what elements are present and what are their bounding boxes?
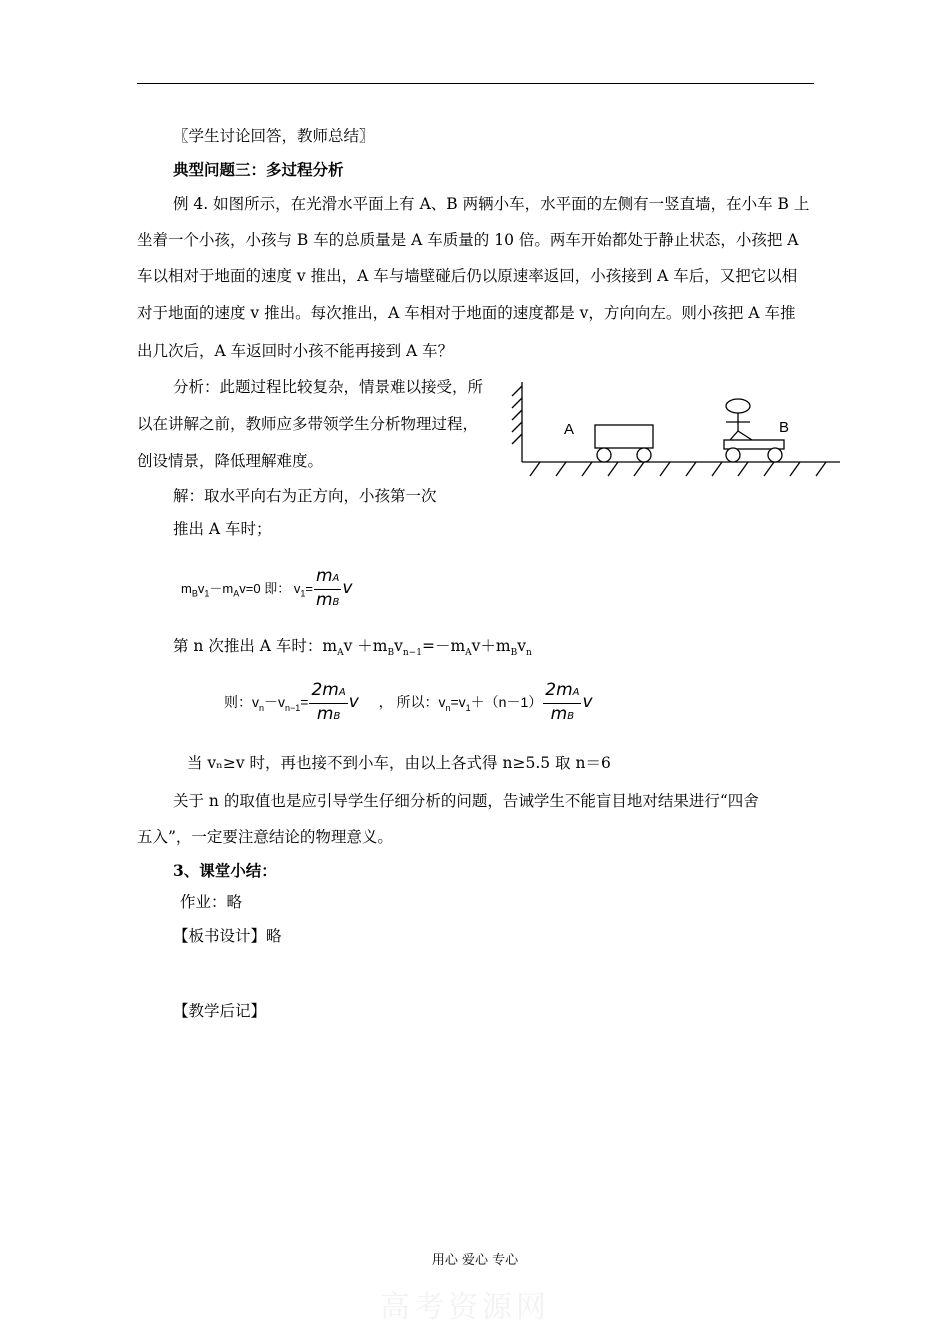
cart-a	[595, 425, 653, 462]
eq3-num-2: 2mA	[543, 680, 581, 704]
eq3-den-2: mB	[550, 704, 575, 724]
watermark: 高考资源网	[380, 1290, 550, 1325]
discussion-note: 〖学生讨论回答，教师总结〗	[173, 127, 375, 145]
eq3-v-1: v	[348, 692, 359, 713]
homework-line: 作业：略	[180, 893, 243, 911]
analysis-line-3: 创设情景，降低理解难度。	[137, 452, 324, 470]
equation-2: 第 n 次推出 A 车时：$m_Av +m_Bv_{n-1}=-m_Av+m_Bv_n$	[173, 637, 532, 659]
example-line-4: 对于地面的速度 v 推出。每次推出，A 车相对于地面的速度都是 v，方向向左。则小孩把 A 车推	[137, 304, 796, 322]
example-line-3: 车以相对于地面的速度 v 推出，A 车与墙壁碰后仍以原速率返回，小孩接到 A 车后，又把它以相	[137, 267, 798, 285]
eq1-den: mB	[315, 590, 340, 610]
summary-heading: 3、课堂小结：	[173, 861, 277, 880]
example-line-2: 坐着一个小孩，小孩与 B 车的总质量是 A 车质量的 10 倍。两车开始都处于静止状态，小孩把 A	[137, 231, 799, 249]
eq3-v-2: v	[582, 692, 593, 713]
cart-diagram	[500, 380, 842, 482]
eq1-v1: $v_1=$	[293, 580, 313, 599]
section-heading: 典型问题三：多过程分析	[173, 160, 344, 179]
label-a: A	[564, 421, 575, 438]
equation-3	[224, 680, 593, 727]
result-line: 当 vₙ≥v 时，再也接不到小车，由以上各式得 n≥5.5 取 n＝6	[187, 754, 611, 772]
eq1-mid: 即：	[264, 581, 291, 597]
analysis-line-1: 分析：此题过程比较复杂，情景难以接受，所	[173, 378, 484, 396]
eq1-lhs: $m_Bv_1-m_Av=0$	[181, 580, 261, 599]
label-b: B	[779, 419, 790, 436]
teaching-notes-line: 【教学后记】	[173, 1002, 267, 1020]
example-line-5: 出几次后，A 车返回时小孩不能再接到 A 车？	[137, 342, 454, 360]
board-design-line: 【板书设计】略	[173, 927, 282, 945]
page-footer: 用心 爱心 专心	[431, 1253, 519, 1268]
example-line-1: 例 4. 如图所示，在光滑水平面上有 A、B 两辆小车，水平面的左侧有一竖直墙，在小车 B 上	[173, 195, 810, 213]
eq3-fraction-1	[309, 680, 347, 727]
note-line-2: 五入”，一定要注意结论的物理意义。	[137, 828, 393, 846]
header-rule	[137, 83, 814, 84]
solution-line-1: 解：取水平向右为正方向，小孩第一次	[173, 487, 437, 505]
note-line-1: 关于 n 的取值也是应引导学生仔细分析的问题，告诫学生不能盲目地对结果进行“四舍	[173, 792, 759, 810]
eq3-mid: ， 所以：$v_n=v_1+(n-1)$	[378, 694, 543, 713]
eq3-left: 则：$v_n-v_{n-1}=$	[224, 694, 309, 713]
eq3-num-1: 2mA	[309, 680, 347, 704]
eq3-fraction-2	[543, 680, 581, 727]
ground	[522, 462, 840, 476]
cart-b-with-child	[724, 399, 784, 462]
equation-1	[181, 566, 352, 613]
eq1-fraction	[314, 566, 341, 613]
solution-line-2: 推出 A 车时；	[173, 520, 272, 538]
eq1-v: v	[342, 577, 353, 598]
eq3-den-1: mB	[316, 704, 341, 724]
analysis-line-2: 以在讲解之前，教师应多带领学生分析物理过程，	[137, 415, 479, 433]
wall	[512, 382, 522, 462]
eq1-num: mA	[314, 566, 341, 590]
